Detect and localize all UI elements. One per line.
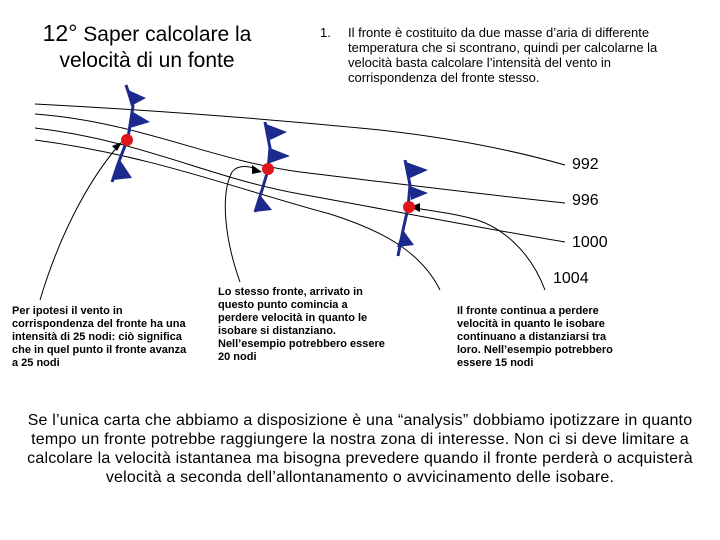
isobar-line-1004 [35,140,440,290]
note-middle: Lo stesso fronte, arrivato in questo punto comincia a perdere velocità in quanto le isobare si distanziano. Nell’esempio potrebbero essere 20 nodi [218,286,385,363]
point-number: 1. [320,25,331,40]
isobar-label-1000: 1000 [572,234,608,251]
point-text: Il fronte è costituito da due masse d’aria di differente temperatura che si scontrano, quindi per calcolarne la velocità basta calcolare l’intensità del vento in corrispondenza del fronte stesso. [348,25,658,85]
isobar-label-996: 996 [572,192,599,209]
front-symbol-2 [254,122,290,212]
arrow-right-note [415,208,545,290]
isobar-line-992 [35,104,565,165]
front-symbol-3 [397,160,428,256]
title-number: 12° [42,20,78,46]
arrowhead-middle [252,165,262,174]
isobar-label-1004: 1004 [553,270,589,287]
note-left: Per ipotesi il vento in corrispondenza del fronte ha una intensità di 25 nodi: ciò significa che in quel punto il fronte avanza a 25 nodi [12,305,187,369]
bottom-paragraph: Se l’unica carta che abbiamo a disposizione è una “analysis” dobbiamo ipotizzare in quanto tempo un fronte potrebbe raggiungere la nostra zona di interesse. Non ci si deve limitare a calcolare la velocità istantanea ma bisogna prevedere quando il fronte perderà o acquisterà velocità a seconda dell’allontanamento o avvicinamento delle isobare. [27,412,693,486]
isobar-label-992: 992 [572,156,599,173]
title-text-line1: Saper calcolare la [83,23,252,46]
note-right: Il fronte continua a perdere velocità in quanto le isobare continuano a distanziarsi tra loro. Nell’esempio potrebbero essere 15 nodi [457,305,613,369]
title-text-line2: velocità di un fonte [59,49,235,72]
isobar-line-996 [35,114,565,203]
arrow-left-note [40,146,118,300]
